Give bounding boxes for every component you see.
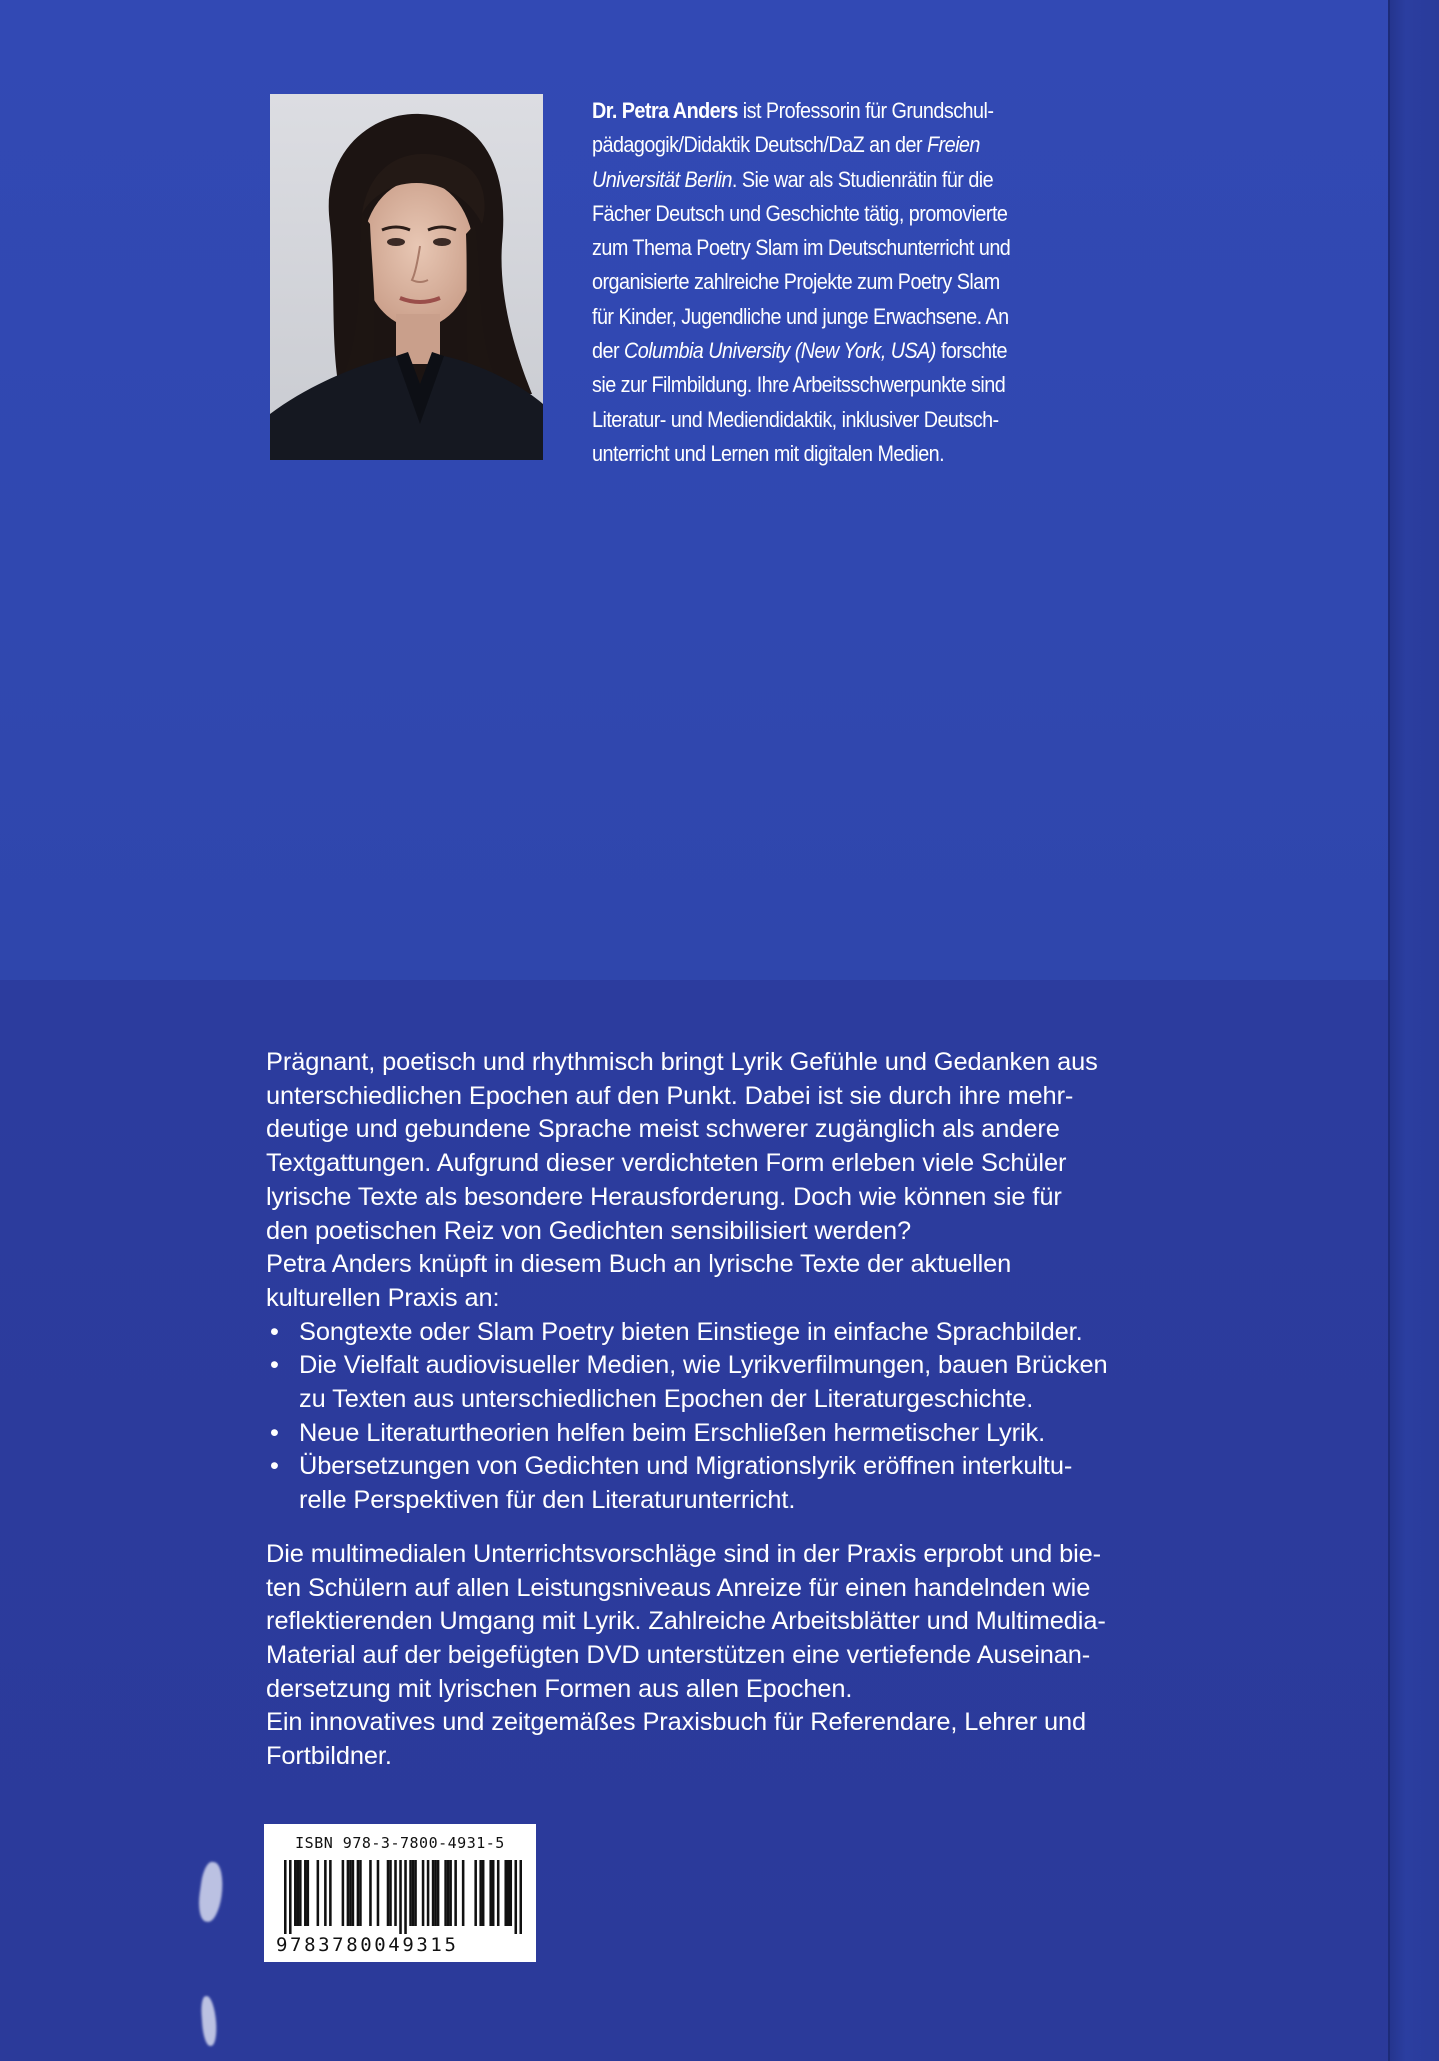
- barcode-bar: [497, 1860, 500, 1926]
- barcode-bar: [482, 1860, 485, 1926]
- barcode-bar: [299, 1860, 302, 1926]
- bio-line: sie zur Filmbildung. Ihre Arbeitsschwerpunkte sind: [592, 372, 1006, 398]
- blurb-line: Ein innovatives und zeitgemäßes Praxisbuch für Referendare, Lehrer und: [266, 1708, 1087, 1737]
- bio-line: für Kinder, Jugendliche und junge Erwachsene. An: [592, 303, 1009, 329]
- bio-text-italic: Columbia University (New York, USA): [623, 338, 936, 364]
- ean-digits: 9783780049315: [276, 1934, 459, 1956]
- barcode-bar: [409, 1860, 412, 1926]
- barcode-bar: [304, 1860, 307, 1926]
- isbn-label: ISBN 978-3-7800-4931-5: [295, 1834, 505, 1852]
- barcode-bar: [422, 1860, 425, 1926]
- barcode-bar: [294, 1860, 297, 1926]
- barcode-bar: [377, 1860, 380, 1926]
- bio-line: [592, 334, 1096, 368]
- author-photo: [270, 94, 543, 460]
- bullet-item: [266, 1316, 1186, 1350]
- bio-line: [592, 128, 1096, 162]
- barcode-bar: [359, 1860, 362, 1926]
- blurb-line: deutige und gebundene Sprache meist schwerer zugänglich als andere: [266, 1115, 1060, 1144]
- barcode-bar: [437, 1860, 440, 1926]
- blurb-line: dersetzung mit lyrischen Formen aus allen Epochen.: [266, 1674, 853, 1703]
- bullet-continuation: relle Perspektiven für den Literaturunterricht.: [299, 1486, 796, 1515]
- barcode-bar: [357, 1860, 360, 1926]
- barcode-bar: [447, 1860, 450, 1926]
- barcode-bar: [342, 1860, 345, 1926]
- bullet-text: Übersetzungen von Gedichten und Migrationslyrik eröffnen interkultu-: [299, 1452, 1073, 1481]
- bio-text-italic: Freien: [926, 132, 980, 158]
- bio-text: . Sie war als Studienrätin für die: [731, 166, 994, 192]
- barcode-bar: [412, 1860, 415, 1926]
- barcode-bar: [387, 1860, 390, 1926]
- barcode-bar: [432, 1860, 435, 1926]
- bio-line: organisierte zahlreiche Projekte zum Poetry Slam: [592, 269, 1000, 295]
- bullet-icon: •: [270, 1317, 279, 1346]
- bio-text-italic: Universität Berlin: [592, 166, 732, 192]
- blurb-line: reflektierenden Umgang mit Lyrik. Zahlreiche Arbeitsblätter und Multimedia-: [266, 1607, 1106, 1636]
- barcode-bar: [434, 1860, 437, 1926]
- barcode-bar: [427, 1860, 430, 1926]
- bullet-item: [266, 1417, 1186, 1451]
- bullet-text: Neue Literaturtheorien helfen beim Erschließen hermetischer Lyrik.: [299, 1418, 1046, 1447]
- barcode-bar: [317, 1860, 320, 1926]
- bio-text: der: [592, 338, 624, 364]
- barcode-bar: [347, 1860, 350, 1926]
- bio-line: Literatur- und Mediendidaktik, inklusiver Deutsch-: [592, 406, 999, 432]
- blurb-line: Die multimedialen Unterrichtsvorschläge sind in der Praxis erprobt und bie-: [266, 1539, 1102, 1568]
- barcode-bar: [444, 1860, 447, 1926]
- author-bio: [592, 94, 1096, 471]
- barcode-bar: [449, 1860, 452, 1926]
- author-name: Dr. Petra Anders: [592, 98, 738, 123]
- barcode-bar: [284, 1860, 287, 1934]
- blurb-line: den poetischen Reiz von Gedichten sensibilisiert werden?: [266, 1216, 912, 1245]
- barcode-bar: [399, 1860, 402, 1934]
- spine-fold-line: [1388, 0, 1390, 2061]
- barcode-bar: [329, 1860, 332, 1926]
- blurb-line: Material auf der beigefügten DVD unterstützen eine vertiefende Auseinan-: [266, 1640, 1091, 1669]
- blurb-line: Textgattungen. Aufgrund dieser verdichteten Form erleben viele Schüler: [266, 1149, 1067, 1178]
- barcode-bars: [284, 1860, 522, 1934]
- paragraph-gap: [266, 1518, 1186, 1538]
- bio-text: ist Professorin für Grundschul-: [737, 98, 994, 123]
- bio-line: unterricht und Lernen mit digitalen Medien.: [592, 440, 945, 466]
- barcode-bar: [514, 1860, 517, 1934]
- bullet-icon: •: [270, 1452, 279, 1481]
- barcode-bar: [507, 1860, 510, 1926]
- bio-text: pädagogik/Didaktik Deutsch/DaZ an der: [592, 132, 927, 158]
- barcode-bar: [307, 1860, 310, 1926]
- isbn-barcode: [264, 1824, 536, 1962]
- bio-text: forschte: [935, 338, 1007, 364]
- blurb-line: unterschiedlichen Epochen auf den Punkt. Dabei ist sie durch ihre mehr-: [266, 1081, 1074, 1110]
- bullet-text: Die Vielfalt audiovisueller Medien, wie Lyrikverfilmungen, bauen Brücken: [299, 1351, 1108, 1380]
- barcode-bar: [474, 1860, 477, 1926]
- barcode-bar: [519, 1860, 522, 1934]
- barcode-bar: [462, 1860, 465, 1926]
- bio-line: zum Thema Poetry Slam im Deutschunterricht und: [592, 235, 1011, 261]
- blurb-line: Petra Anders knüpft in diesem Buch an lyrische Texte der aktuellen: [266, 1250, 1012, 1279]
- barcode-bar: [324, 1860, 327, 1926]
- spine-edge: [1388, 0, 1439, 2061]
- bio-line: [592, 163, 1096, 197]
- barcode-bar: [394, 1860, 397, 1926]
- barcode-bar: [489, 1860, 492, 1926]
- book-blurb: [266, 1046, 1186, 1774]
- barcode-bar: [509, 1860, 512, 1926]
- blurb-line: Fortbildner.: [266, 1742, 392, 1771]
- barcode-bar: [492, 1860, 495, 1926]
- barcode-bar: [414, 1860, 417, 1926]
- blurb-line: Prägnant, poetisch und rhythmisch bringt Lyrik Gefühle und Gedanken aus: [266, 1048, 1098, 1076]
- barcode-bar: [297, 1860, 300, 1926]
- barcode-bar: [289, 1860, 292, 1934]
- barcode-bar: [454, 1860, 457, 1926]
- author-portrait-image: [270, 94, 543, 460]
- blurb-line: lyrische Texte als besondere Herausforderung. Doch wie können sie für: [266, 1182, 1062, 1211]
- barcode-bar: [349, 1860, 352, 1926]
- barcode-bar: [479, 1860, 482, 1926]
- bullet-item: [266, 1450, 1186, 1484]
- barcode-bar: [352, 1860, 355, 1926]
- barcode-bar: [404, 1860, 407, 1934]
- bullet-item: [266, 1349, 1186, 1383]
- bullet-text: Songtexte oder Slam Poetry bieten Einstiege in einfache Sprachbilder.: [299, 1317, 1083, 1346]
- bio-line: Fächer Deutsch und Geschichte tätig, promovierte: [592, 200, 1008, 226]
- barcode-bar: [504, 1860, 507, 1926]
- bullet-icon: •: [270, 1351, 279, 1380]
- bio-line: [592, 94, 1096, 128]
- barcode-bar: [389, 1860, 392, 1926]
- blurb-line: kulturellen Praxis an:: [266, 1283, 500, 1312]
- blurb-line: ten Schülern auf allen Leistungsniveaus Anreize für einen handelnden wie: [266, 1573, 1091, 1602]
- bullet-icon: •: [270, 1418, 279, 1447]
- barcode-bar: [369, 1860, 372, 1926]
- bullet-continuation: zu Texten aus unterschiedlichen Epochen der Literaturgeschichte.: [299, 1385, 1034, 1414]
